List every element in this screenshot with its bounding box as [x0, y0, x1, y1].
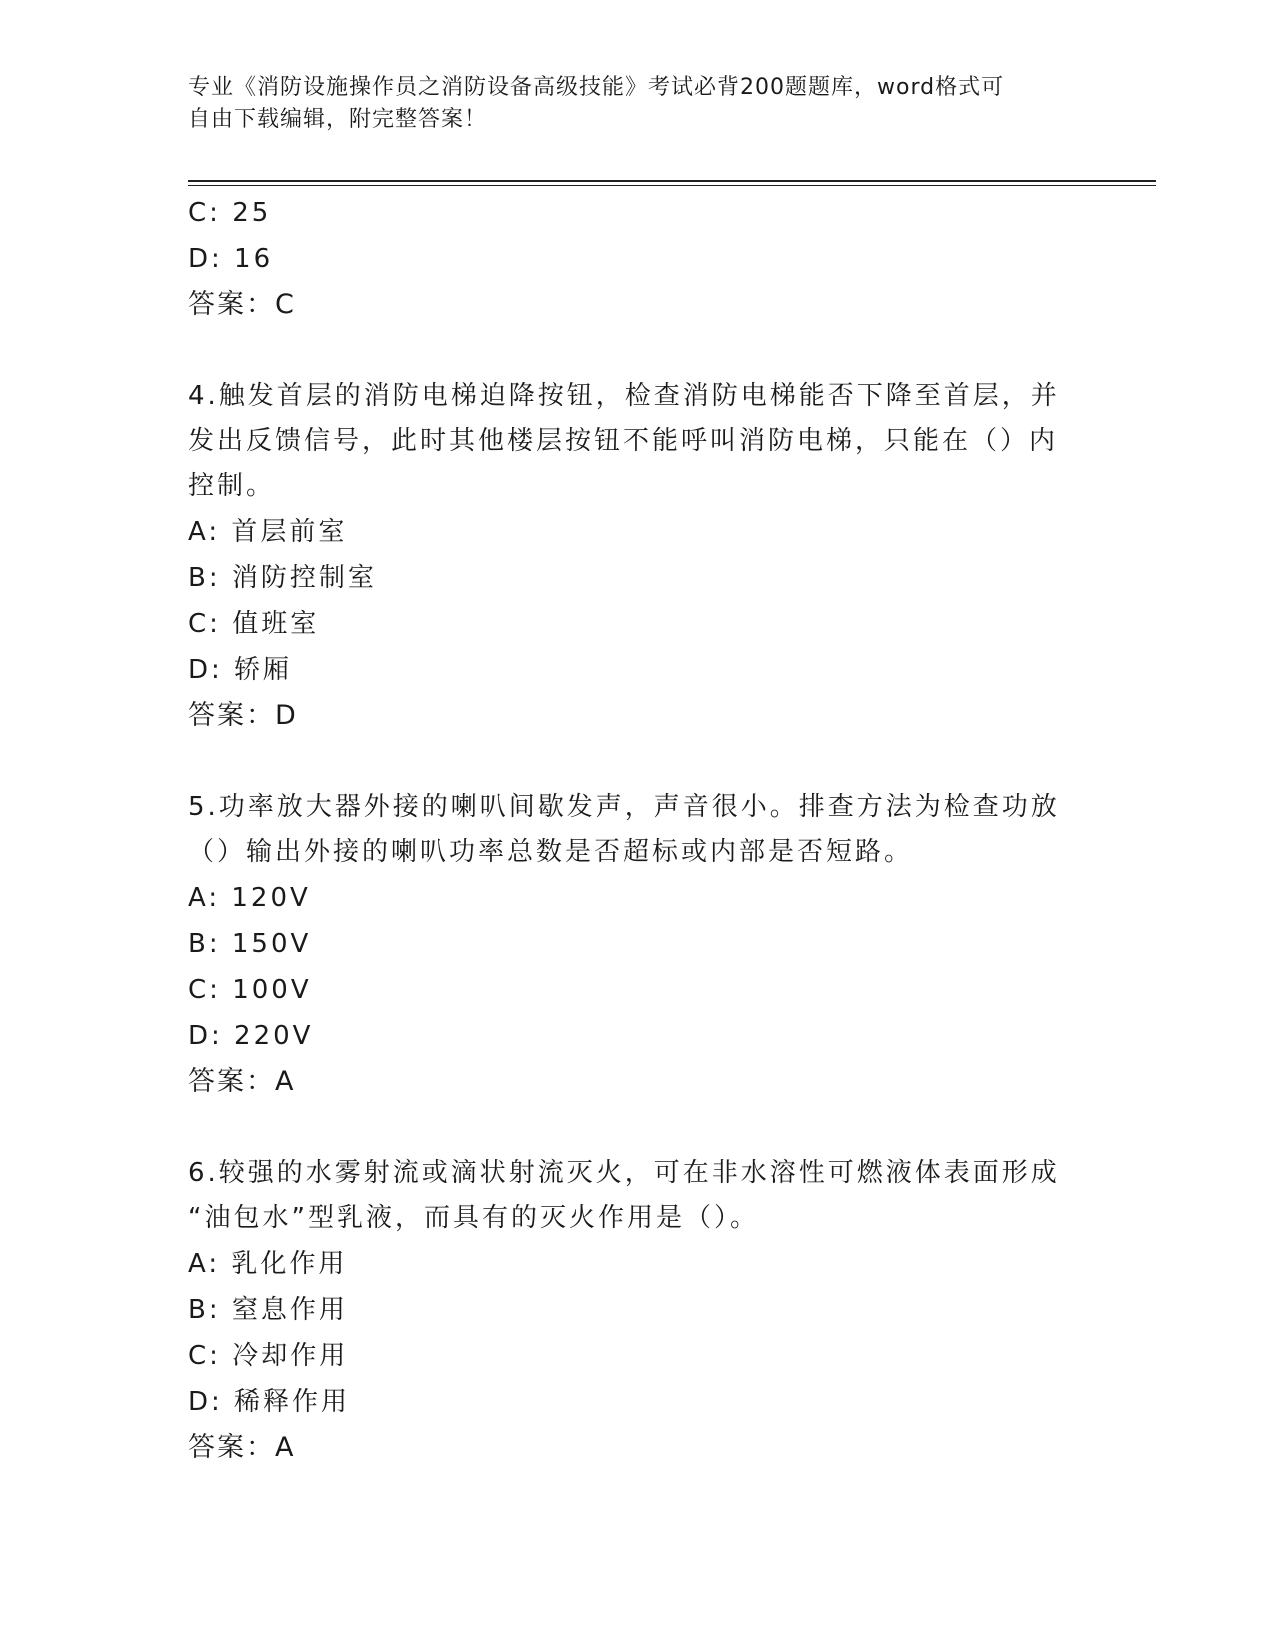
option-d — [188, 647, 1068, 693]
option-a — [188, 1241, 1068, 1287]
option-text: 220V — [234, 1021, 314, 1051]
option-c — [188, 1333, 1068, 1379]
option-text: 窒息作用 — [231, 1295, 348, 1325]
header-line-2: 自由下载编辑，附完整答案！ — [188, 107, 488, 132]
option-label: A: — [188, 883, 221, 913]
stem-line: 5.功率放大器外接的喇叭间歇发声，声音很小。排查方法为检查功放 — [188, 792, 1060, 822]
option-label: C: — [188, 198, 221, 228]
question-list — [188, 190, 1068, 1471]
header-divider-thin — [188, 185, 1156, 186]
option-c — [188, 601, 1068, 647]
stem-line: 6.较强的水雾射流或滴状射流灭火，可在非水溶性可燃液体表面形成 — [188, 1158, 1060, 1188]
option-label: D: — [188, 244, 223, 274]
question-4 — [188, 374, 1068, 739]
stem-line: “油包水”型乳液，而具有的灭火作用是（）。 — [188, 1203, 759, 1233]
option-label: D: — [188, 1021, 223, 1051]
option-label: C: — [188, 975, 221, 1005]
answer-line: 答案：A — [188, 1066, 296, 1097]
stem-line: 控制。 — [188, 471, 276, 501]
option-text: 乳化作用 — [231, 1249, 348, 1279]
option-a — [188, 875, 1068, 921]
option-label: B: — [188, 563, 221, 593]
option-a — [188, 509, 1068, 555]
stem-line: 4.触发首层的消防电梯迫降按钮，检查消防电梯能否下降至首层，并 — [188, 381, 1060, 411]
option-text: 16 — [234, 244, 274, 274]
option-label: A: — [188, 517, 221, 547]
option-c — [188, 190, 1068, 236]
question-5 — [188, 785, 1068, 1105]
header-divider-thick — [188, 180, 1156, 182]
answer-line: 答案：A — [188, 1432, 296, 1463]
option-text: 25 — [232, 198, 272, 228]
option-label: D: — [188, 1387, 223, 1417]
option-label: D: — [188, 655, 223, 685]
option-d — [188, 1379, 1068, 1425]
option-label: B: — [188, 1295, 221, 1325]
option-c — [188, 967, 1068, 1013]
stem-line: （）输出外接的喇叭功率总数是否超标或内部是否短路。 — [188, 837, 914, 867]
option-d — [188, 236, 1068, 282]
question-6 — [188, 1151, 1068, 1471]
option-text: 120V — [231, 883, 311, 913]
option-text: 100V — [232, 975, 312, 1005]
question-stem — [188, 374, 1068, 509]
stem-line: 发出反馈信号，此时其他楼层按钮不能呼叫消防电梯，只能在（）内 — [188, 426, 1059, 456]
answer-line: 答案：C — [188, 289, 296, 320]
option-text: 稀释作用 — [234, 1387, 351, 1417]
option-label: B: — [188, 929, 221, 959]
option-text: 首层前室 — [231, 517, 348, 547]
option-label: C: — [188, 1341, 221, 1371]
option-b — [188, 1287, 1068, 1333]
question-stem — [188, 1151, 1068, 1241]
answer-line: 答案：D — [188, 700, 298, 731]
option-b — [188, 921, 1068, 967]
header-line-1: 专业《消防设施操作员之消防设备高级技能》考试必背200题题库，word格式可 — [188, 75, 1005, 100]
option-text: 值班室 — [232, 609, 320, 639]
option-text: 冷却作用 — [232, 1341, 349, 1371]
question-stem — [188, 785, 1068, 875]
option-b — [188, 555, 1068, 601]
question-3-continued — [188, 190, 1068, 328]
option-d — [188, 1013, 1068, 1059]
option-text: 轿厢 — [234, 655, 293, 685]
option-label: C: — [188, 609, 221, 639]
option-text: 消防控制室 — [231, 563, 377, 593]
document-header — [188, 72, 1068, 136]
option-text: 150V — [231, 929, 312, 959]
option-label: A: — [188, 1249, 221, 1279]
